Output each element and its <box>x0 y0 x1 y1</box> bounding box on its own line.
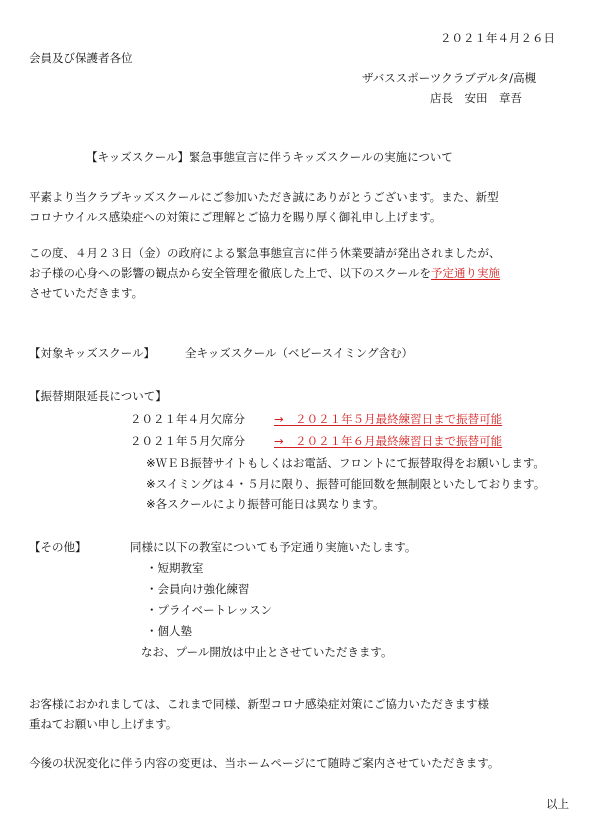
extension-note-2: ※スイミングは４・５月に限り、振替可能回数を無制限といたしております。 <box>146 477 546 491</box>
extension-row1-rule: → ２０２１年５月最終練習日まで振替可能 <box>274 412 503 426</box>
extension-row2-month: ２０２１年５月欠席分 <box>130 434 245 448</box>
footer-line-2: 重ねてお願い申し上げます。 <box>29 717 178 731</box>
extension-row1-month: ２０２１年４月欠席分 <box>130 412 245 426</box>
scheduled-highlight: 予定通り実施 <box>431 266 501 280</box>
document-date: ２０２１年４月２６日 <box>440 31 555 45</box>
extension-note-1: ※ＷＥＢ振替サイトもしくはお電話、フロントにて振替取得をお願いします。 <box>146 456 545 470</box>
sender-organization: ザバススポーツクラブデルタ/高槻 <box>362 71 537 85</box>
other-item-3: ・プライベートレッスン <box>146 603 273 617</box>
other-item-1: ・短期教室 <box>146 561 204 575</box>
intro-line-2: コロナウイルス感染症への対策にご理解とご協力を賜り厚く御礼申し上げます。 <box>29 210 442 224</box>
extension-label: 【振替期限延長について】 <box>29 389 167 403</box>
intro-line-1: 平素より当クラブキッズスクールにご参加いただき誠にありがとうございます。また、新型 <box>29 190 499 204</box>
notice-line-1: この度、４月２３日（金）の政府による緊急事態宣言に伴う休業要請が発出されましたが、 <box>29 246 501 260</box>
target-label: 【対象キッズスクール】 <box>29 346 156 360</box>
other-label: 【その他】 <box>29 540 87 554</box>
notice-line-2 <box>29 266 500 281</box>
pool-closure-notice: なお、プール開放は中止とさせていただきます。 <box>141 645 393 659</box>
notice-line-2-text: お子様の心身への影響の観点から安全管理を徹底した上で、以下のスクールを <box>29 266 432 280</box>
footer-line-1: お客様におかれましては、これまで同様、新型コロナ感染症対策にご協力いただきます様 <box>29 697 489 711</box>
recipient-line: 会員及び保護者各位 <box>29 51 133 65</box>
extension-note-3: ※各スクールにより振替可能日は異なります。 <box>146 497 385 511</box>
extension-row2-rule: → ２０２１年６月最終練習日まで振替可能 <box>274 434 503 448</box>
footer-line-3: 今後の状況変化に伴う内容の変更は、当ホームページにて随時ご案内させていただきます。 <box>29 756 500 770</box>
other-intro: 同様に以下の教室についても予定通り実施いたします。 <box>130 540 417 554</box>
other-item-2: ・会員向け強化練習 <box>146 582 250 596</box>
closing-mark: 以上 <box>546 797 569 811</box>
document-title: 【キッズスクール】緊急事態宣言に伴うキッズスクールの実施について <box>86 150 453 164</box>
notice-line-3: させていただきます。 <box>29 286 144 300</box>
sender-name: 店長 安田 章吾 <box>430 91 522 105</box>
target-value: 全キッズスクール（ベビースイミング含む） <box>185 346 414 360</box>
other-item-4: ・個人塾 <box>146 624 192 638</box>
